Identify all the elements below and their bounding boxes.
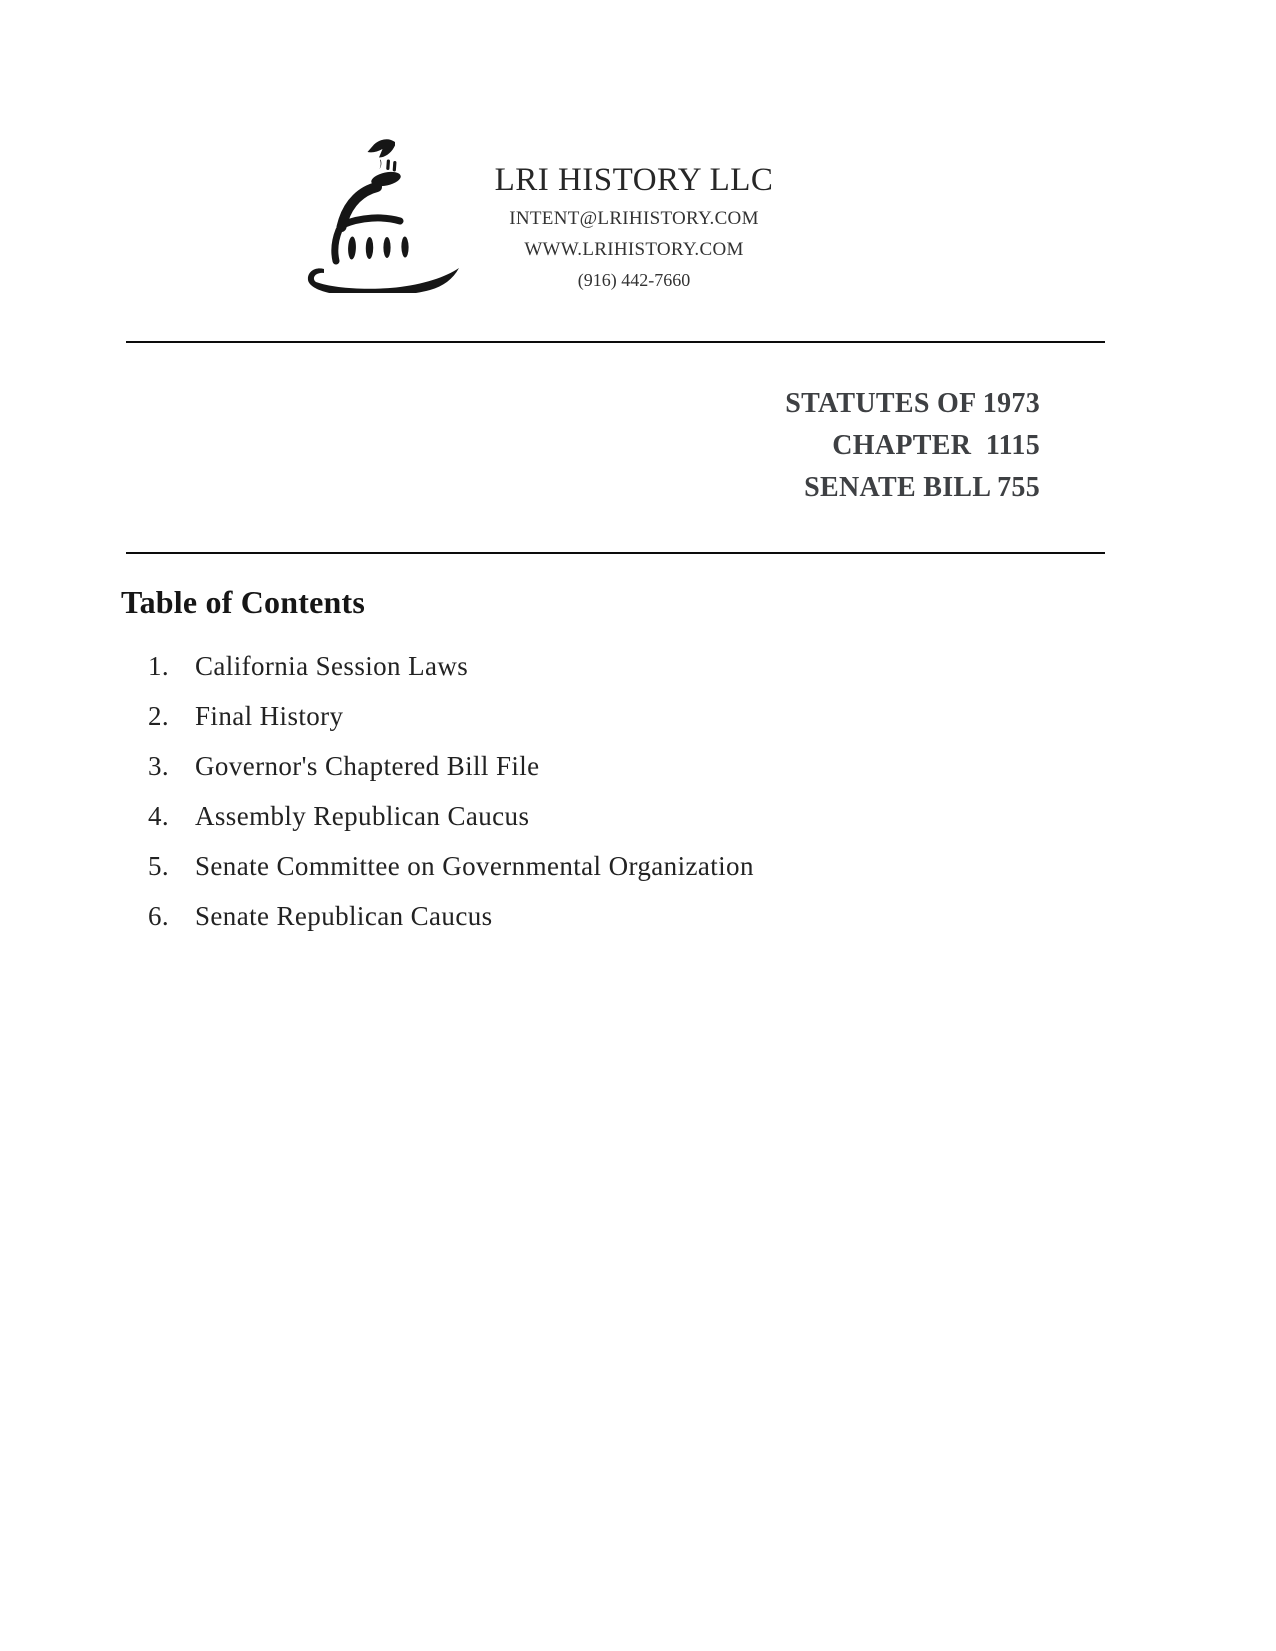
toc-item-label: Assembly Republican Caucus [195, 801, 530, 831]
toc-item-label: Final History [195, 701, 344, 731]
toc-item-number: 1. [148, 651, 170, 681]
company-name: LRI HISTORY LLC [494, 162, 774, 198]
toc-item-number: 5. [148, 851, 170, 881]
company-email: INTENT@LRIHISTORY.COM [509, 208, 759, 229]
toc-list [148, 651, 754, 951]
toc-item [148, 801, 754, 831]
horizontal-rule-top [126, 341, 1105, 343]
toc-item [148, 651, 754, 681]
toc-item-label: Senate Committee on Governmental Organization [195, 851, 754, 881]
statutes-line: STATUTES OF 1973 [785, 388, 1040, 419]
toc-heading: Table of Contents [121, 584, 366, 620]
toc-item-number: 3. [148, 751, 170, 781]
senate-bill-line: SENATE BILL 755 [804, 472, 1040, 503]
toc-item-number: 4. [148, 801, 170, 831]
toc-item [148, 851, 754, 881]
bill-reference-block [785, 383, 1040, 509]
letterhead [434, 162, 834, 292]
chapter-line: CHAPTER 1115 [832, 430, 1040, 461]
toc-item [148, 751, 754, 781]
toc-item [148, 901, 754, 931]
toc-item-label: California Session Laws [195, 651, 469, 681]
toc-item [148, 701, 754, 731]
toc-item-number: 2. [148, 701, 170, 731]
company-website: WWW.LRIHISTORY.COM [524, 239, 744, 260]
toc-item-label: Governor's Chaptered Bill File [195, 751, 540, 781]
toc-item-label: Senate Republican Caucus [195, 901, 493, 931]
toc-item-number: 6. [148, 901, 170, 931]
company-phone: (916) 442-7660 [577, 270, 691, 290]
horizontal-rule-bottom [126, 552, 1105, 554]
